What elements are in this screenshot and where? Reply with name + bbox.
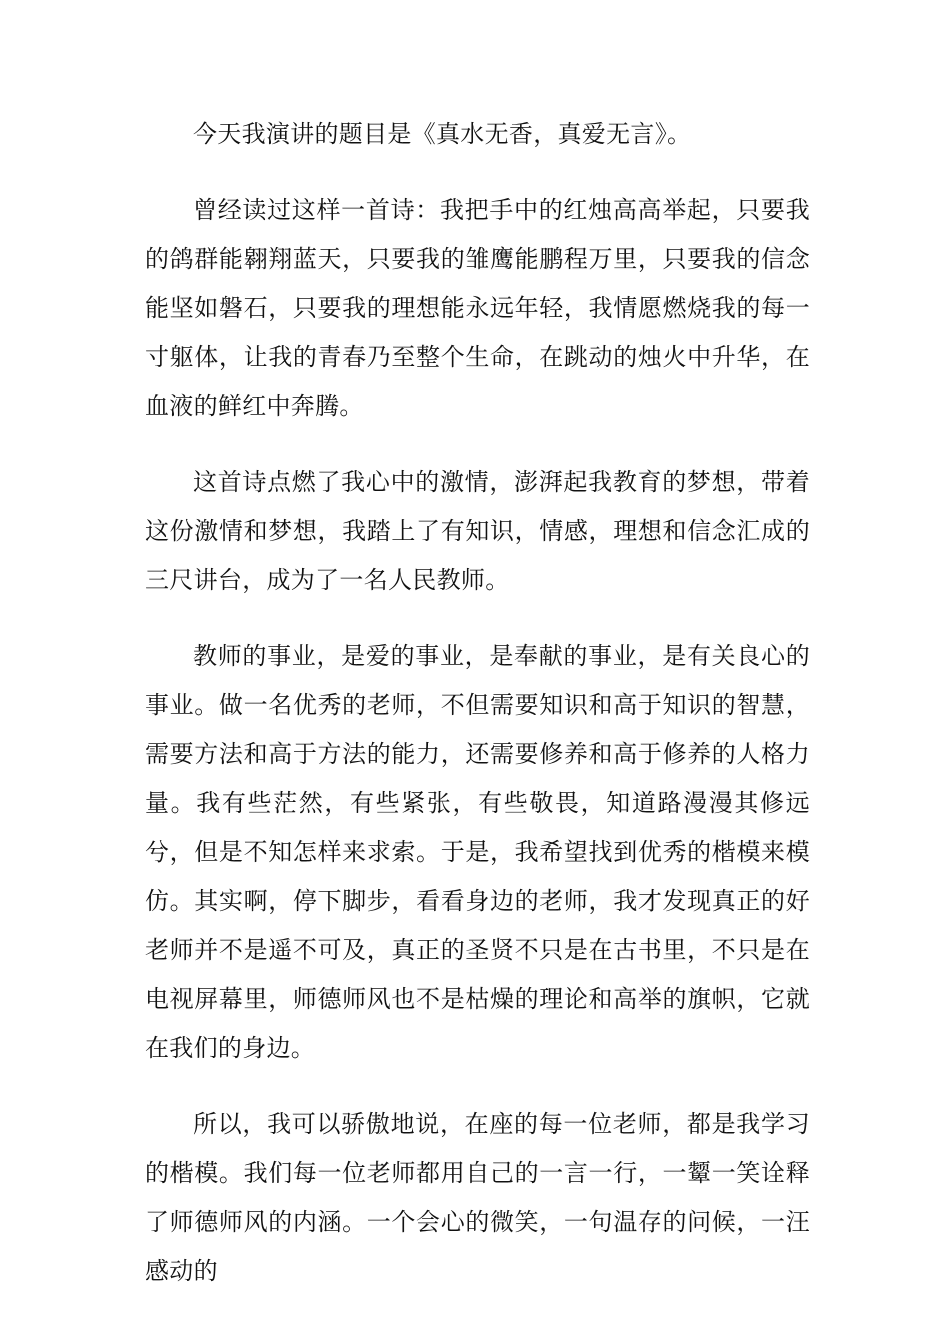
paragraph-role-models: 所以，我可以骄傲地说，在座的每一位老师，都是我学习的楷模。我们每一位老师都用自己的一言一行，一颦一笑诠释了师德师风的内涵。一个会心的微笑，一句温存的问候，一汪感动的 [145, 1110, 810, 1285]
document-body [145, 110, 810, 1323]
paragraph-teacher-career: 教师的事业，是爱的事业，是奉献的事业，是有关良心的事业。做一名优秀的老师，不但需要知识和高于知识的智慧，需要方法和高于方法的能力，还需要修养和高于修养的人格力量。我有些茫然，有些紧张，有些敬畏，知道路漫漫其修远兮，但是不知怎样来求索。于是，我希望找到优秀的楷模来模仿。其实啊，停下脚步，看看身边的老师，我才发现真正的好老师并不是遥不可及，真正的圣贤不只是在古书里，不只是在电视屏幕里，师德师风也不是枯燥的理论和高举的旗帜，它就在我们的身边。 [145, 642, 810, 1062]
paragraph-passion: 这首诗点燃了我心中的激情，澎湃起我教育的梦想，带着这份激情和梦想，我踏上了有知识，情感，理想和信念汇成的三尺讲台，成为了一名人民教师。 [145, 468, 810, 594]
paragraph-poem: 曾经读过这样一首诗：我把手中的红烛高高举起，只要我的鸽群能翱翔蓝天，只要我的雏鹰能鹏程万里，只要我的信念能坚如磐石，只要我的理想能永远年轻，我情愿燃烧我的每一寸躯体，让我的青春乃至整个生命，在跳动的烛火中升华，在血液的鲜红中奔腾。 [145, 196, 810, 420]
paragraph-title-intro: 今天我演讲的题目是《真水无香，真爱无言》。 [193, 120, 692, 148]
